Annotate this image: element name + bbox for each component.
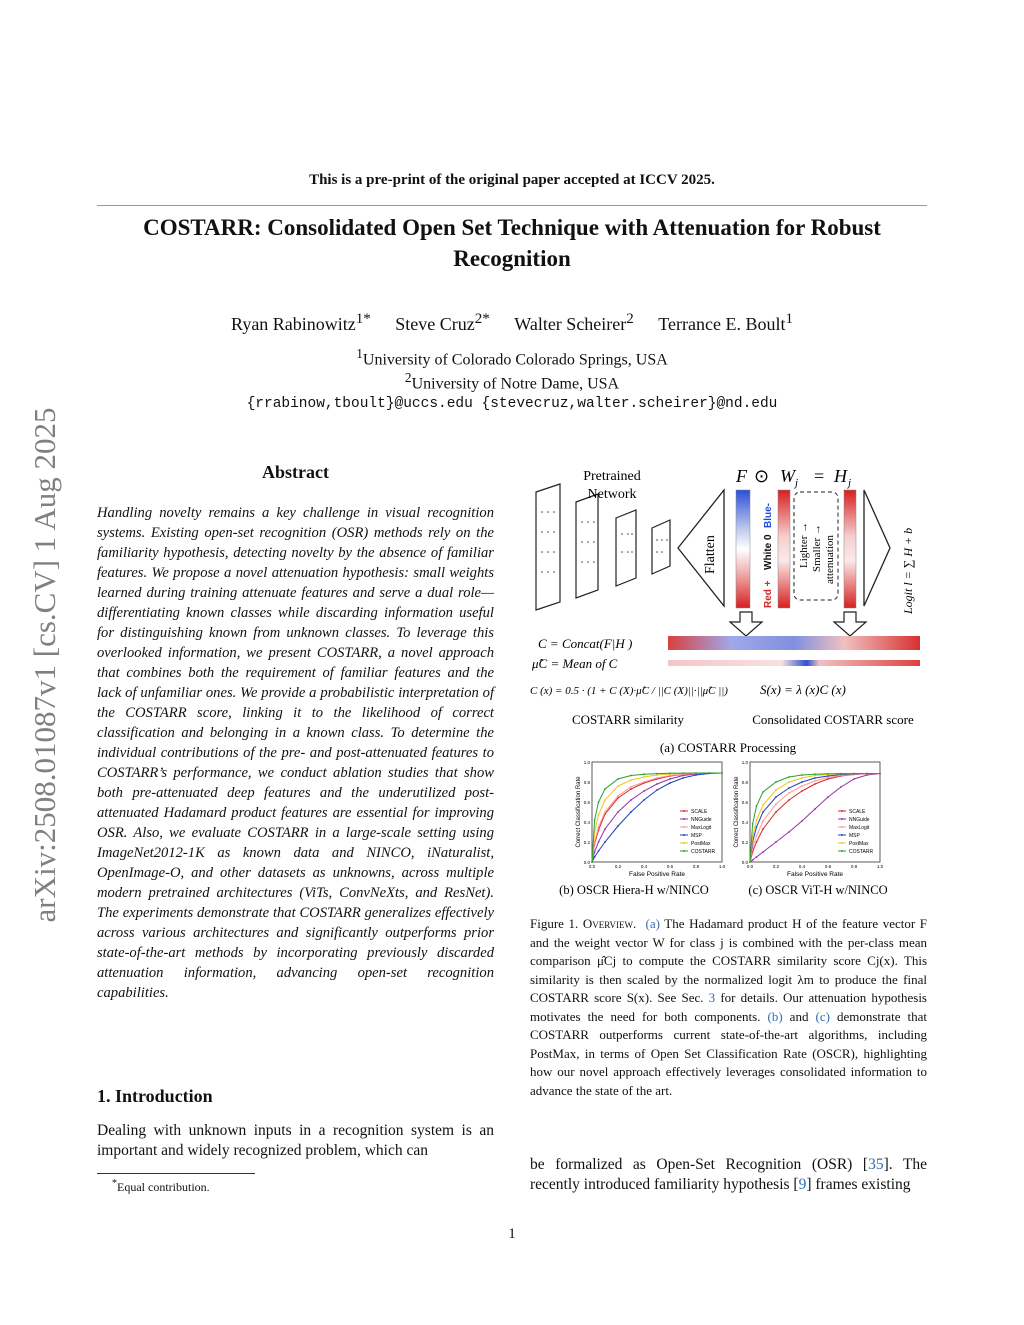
data-point (604, 841, 606, 843)
data-point (775, 803, 777, 805)
footnote-rule (97, 1173, 255, 1174)
data-point (630, 779, 632, 781)
data-point (598, 850, 600, 852)
svg-text:Smaller →: Smaller → (811, 524, 823, 572)
abstract-text: Handling novelty remains a key challenge in visual recognition systems. Existing open-set recognition (OSR) methods rely on the familiarity hypothesis, detecting novelty by the absence of familiar features. We propose a novel attenuation hypothesis: small weights learned during training attenuate features and serve a dual role—differentiating known classes while discarding information useful for distinguishing known from unknown classes. To leverage this overlooked information, we present COSTARR, a novel approach that combines both the requirement of familiar features and the lack of unfamiliar ones. We provide a probabilistic interpretation of the COSTARR score, linking it to the likelihood of correct classification and belonging in a known class. To determine the individual contributions of the pre- and post-attenuated features to COSTARR’s performance, we conduct ablation studies that show both pre-attenuated deep features and the underutilized post-attenuated Hadamard product features are essential for improving OSR. Also, we evaluate COSTARR in a large-scale setting using ImageNet2012-1K as known data and NINCO, iNaturalist, OpenImage-O, and other datasets as unknowns, across multiple modern pretrained architectures (ViTs, ConvNeXts, and ResNet). The experiments demonstrate that COSTARR generalizes effectively across various architectures and significantly outperforms prior state-of-the-art methods by incorporating previously discarded attenuation information, advancing open-set recognition capabilities. (97, 505, 494, 1001)
x-tick-label: 1.0 (876, 864, 884, 869)
legend-marker (841, 826, 843, 828)
data-point (788, 831, 790, 833)
data-point (775, 789, 777, 791)
legend-marker (841, 810, 843, 812)
data-point (762, 791, 764, 793)
svg-text:W: W (780, 466, 795, 486)
data-point (643, 790, 645, 792)
data-point (604, 811, 606, 813)
mean-vector-bar (668, 660, 920, 666)
legend-label: SCALE (691, 809, 708, 815)
svg-text:Blue-: Blue- (763, 503, 774, 528)
data-point (598, 814, 600, 816)
data-point (788, 799, 790, 801)
y-tick-label: 0.2 (741, 840, 748, 845)
data-point (695, 774, 697, 776)
data-point (853, 778, 855, 780)
down-arrow-icon (730, 612, 762, 636)
feature-vector-F (736, 490, 750, 608)
x-tick-label: 0.4 (798, 864, 806, 869)
data-point (749, 861, 751, 863)
y-tick-label: 0.0 (741, 860, 748, 865)
data-point (756, 826, 758, 828)
svg-text:j: j (795, 477, 799, 489)
y-tick-label: 0.0 (583, 860, 590, 865)
x-tick-label: 0.6 (824, 864, 832, 869)
data-point (762, 811, 764, 813)
data-point (762, 820, 764, 822)
svg-text:C = Concat(F|H ): C = Concat(F|H ) (538, 636, 633, 651)
svg-text:Pretrained: Pretrained (583, 469, 641, 484)
svg-text:Lighter →: Lighter → (798, 521, 810, 568)
figure-1 (528, 462, 928, 902)
data-point (788, 787, 790, 789)
svg-text:j: j (848, 477, 852, 489)
logit-shape (864, 490, 890, 606)
data-point (827, 775, 829, 777)
y-tick-label: 1.0 (583, 760, 590, 765)
y-tick-label: 1.0 (741, 760, 748, 765)
data-point (604, 828, 606, 830)
data-point (756, 805, 758, 807)
legend-marker (683, 842, 685, 844)
hadamard-vector-H (844, 490, 856, 608)
data-point (656, 789, 658, 791)
svg-text:C (x) = 0.5 · (1 + C (X)·μ̂C /: C (x) = 0.5 · (1 + C (X)·μ̂C / ||C (X)||·||μ̂C ||) (530, 685, 728, 697)
data-point (721, 772, 723, 774)
data-point (801, 781, 803, 783)
data-point (801, 777, 803, 779)
data-point (682, 772, 684, 774)
affiliation: $^1$University of Colorado Colorado Springs, USA (356, 346, 668, 369)
svg-text:attenuation: attenuation (824, 535, 836, 584)
data-point (762, 804, 764, 806)
svg-text:⊙: ⊙ (754, 466, 770, 486)
data-point (756, 819, 758, 821)
data-point (801, 785, 803, 787)
data-point (756, 841, 758, 843)
oscr-plots (576, 760, 884, 878)
y-tick-label: 0.6 (583, 800, 590, 805)
data-point (827, 796, 829, 798)
data-point (801, 820, 803, 822)
data-point (801, 774, 803, 776)
data-point (788, 781, 790, 783)
data-point (617, 785, 619, 787)
author-list (0, 311, 1024, 335)
arxiv-stamp: arXiv:2508.01087v1 [cs.CV] 1 Aug 2025 (27, 407, 62, 923)
footnote: *Equal contribution. (112, 1178, 210, 1194)
legend-marker (841, 834, 843, 836)
data-point (762, 851, 764, 853)
legend-marker (683, 850, 685, 852)
svg-text:Network: Network (587, 487, 637, 502)
affiliation: $^2$University of Notre Dame, USA (404, 370, 620, 393)
data-point (801, 790, 803, 792)
y-tick-label: 0.8 (741, 780, 748, 785)
data-point (682, 777, 684, 779)
data-point (752, 859, 754, 861)
legend-marker (841, 850, 843, 852)
svg-text:COSTARR similarity: COSTARR similarity (572, 712, 684, 727)
page-number: 1 (508, 1226, 516, 1242)
svg-text:=: = (814, 466, 825, 486)
data-point (656, 783, 658, 785)
data-point (762, 828, 764, 830)
y-tick-label: 0.8 (583, 780, 590, 785)
x-axis-label: False Positive Rate (787, 871, 843, 878)
hadamard-equation (735, 466, 851, 489)
legend-marker (841, 818, 843, 820)
data-point (788, 792, 790, 794)
data-point (756, 856, 758, 858)
y-tick-label: 0.4 (741, 820, 748, 825)
data-point (814, 773, 816, 775)
data-point (617, 811, 619, 813)
data-point (669, 772, 671, 774)
legend-label: COSTARR (849, 849, 874, 855)
data-point (814, 783, 816, 785)
y-tick-label: 0.4 (583, 820, 590, 825)
legend-label: NNGuide (691, 817, 712, 823)
data-point (827, 773, 829, 775)
y-tick-label: 0.6 (741, 800, 748, 805)
legend-marker (683, 818, 685, 820)
section-heading: 1. Introduction (97, 1086, 213, 1106)
data-point (814, 780, 816, 782)
logit-formula: Logit l = ∑ H + b (901, 527, 915, 614)
down-arrow-icon (834, 612, 866, 636)
author: Steve Cruz$^{2*}$ (395, 311, 490, 334)
x-tick-label: 0.2 (772, 864, 780, 869)
x-tick-label: 1.0 (718, 864, 726, 869)
author: Ryan Rabinowitz$^{1*}$ (231, 311, 371, 334)
x-tick-label: 0.8 (692, 864, 700, 869)
author-emails: {rrabinow,tboult}@uccs.edu {stevecruz,walter.scheirer}@nd.edu (246, 396, 778, 412)
data-point (591, 861, 593, 863)
body-text: be formalized as Open-Set Recognition (OSR) [35]. The recently introduced familiarity hypothesis [9] frames existing (530, 1156, 927, 1193)
legend-marker (683, 834, 685, 836)
data-point (630, 811, 632, 813)
data-point (656, 773, 658, 775)
author: Terrance E. Boult$^1$ (658, 311, 793, 334)
svg-text:White 0: White 0 (763, 534, 774, 570)
data-point (604, 799, 606, 801)
legend-label: COSTARR (691, 849, 716, 855)
y-axis-label: Correct Classification Rate (576, 776, 582, 848)
legend-label: MSP (691, 833, 702, 839)
svg-text:H: H (834, 466, 847, 486)
data-point (656, 777, 658, 779)
data-point (643, 799, 645, 801)
data-point (643, 773, 645, 775)
data-point (594, 851, 596, 853)
data-point (775, 781, 777, 783)
x-axis-label: False Positive Rate (629, 871, 685, 878)
data-point (617, 825, 619, 827)
data-point (594, 856, 596, 858)
data-point (598, 841, 600, 843)
data-point (866, 773, 868, 775)
legend-label: PostMax (691, 841, 711, 847)
pretrained-network-diagram (536, 469, 724, 610)
data-point (814, 777, 816, 779)
data-point (630, 775, 632, 777)
x-tick-label: 0.8 (850, 864, 858, 869)
legend-label: MSP (849, 833, 860, 839)
x-tick-label: 0.0 (588, 864, 596, 869)
data-point (643, 781, 645, 783)
y-axis-label: Correct Classification Rate (734, 776, 740, 848)
data-point (695, 772, 697, 774)
legend-label: PostMax (849, 841, 869, 847)
x-tick-label: 0.0 (746, 864, 754, 869)
legend-marker (683, 826, 685, 828)
data-point (630, 799, 632, 801)
data-point (617, 778, 619, 780)
flatten-label: Flatten (703, 535, 718, 574)
weight-vector-W (778, 490, 790, 608)
panel-b-caption: (b) OSCR Hiera-H w/NINCO (559, 883, 709, 897)
paper-title: COSTARR: Consolidated Open Set Technique with Attenuation for Robust Recognition (143, 215, 881, 271)
data-point (756, 835, 758, 837)
concat-vector-bar (668, 636, 920, 650)
data-point (669, 778, 671, 780)
svg-text:S(x) = λ (x)C (x): S(x) = λ (x)C (x) (760, 682, 846, 697)
legend-label: MaxLogit (691, 825, 712, 831)
figure-caption: Figure 1. Overview. (a) The Hadamard product H of the feature vector F and the weight vector W for class j is combined with the per-class mean comparison μ̂Cj to compute the COSTARR similarity score Cj(x). This similarity is then scaled by the normalized logit λm to produce the final COSTARR score S(x). See Sec. 3 for details. Our attenuation hypothesis motivates the need for both components. (b) and (c) demonstrate that COSTARR outperforms current state-of-the-art algorithms, including PostMax, in terms of Open Set Classification Rate (OSCR), highlighting how our novel approach effectively leverages consolidated information to advance the state of the art. (530, 916, 928, 1098)
svg-text:Red +: Red + (763, 580, 774, 608)
x-tick-label: 0.2 (614, 864, 622, 869)
legend-label: MaxLogit (849, 825, 870, 831)
svg-text:F: F (736, 466, 747, 486)
data-point (617, 795, 619, 797)
data-point (630, 788, 632, 790)
data-point (708, 772, 710, 774)
legend-label: SCALE (849, 809, 866, 815)
data-point (669, 782, 671, 784)
preprint-note: This is a pre-print of the original paper accepted at ICCV 2025. (309, 172, 715, 188)
data-point (643, 776, 645, 778)
abstract-heading: Abstract (262, 462, 329, 482)
author: Walter Scheirer$^2$ (514, 311, 634, 334)
data-point (840, 773, 842, 775)
svg-text:Consolidated COSTARR score: Consolidated COSTARR score (752, 712, 914, 727)
svg-text:(a) COSTARR Processing: (a) COSTARR Processing (659, 740, 797, 755)
data-point (604, 788, 606, 790)
header-rule (97, 205, 927, 206)
data-point (752, 823, 754, 825)
data-point (879, 773, 881, 775)
data-point (788, 776, 790, 778)
data-point (775, 841, 777, 843)
data-point (814, 808, 816, 810)
svg-text:μ̂C = Mean of C: μ̂C = Mean of C (532, 656, 618, 671)
legend-marker (841, 842, 843, 844)
body-text: Dealing with unknown inputs in a recognition system is an important and widely recognized problem, which can (97, 1122, 494, 1159)
legend-label: NNGuide (849, 817, 870, 823)
data-point (775, 796, 777, 798)
data-point (598, 826, 600, 828)
legend-marker (683, 810, 685, 812)
data-point (594, 819, 596, 821)
data-point (840, 786, 842, 788)
data-point (598, 801, 600, 803)
y-tick-label: 0.2 (583, 840, 590, 845)
data-point (630, 786, 632, 788)
panel-c-caption: (c) OSCR ViT-H w/NINCO (748, 883, 888, 897)
x-tick-label: 0.6 (666, 864, 674, 869)
data-point (853, 773, 855, 775)
data-point (775, 811, 777, 813)
x-tick-label: 0.4 (640, 864, 648, 869)
